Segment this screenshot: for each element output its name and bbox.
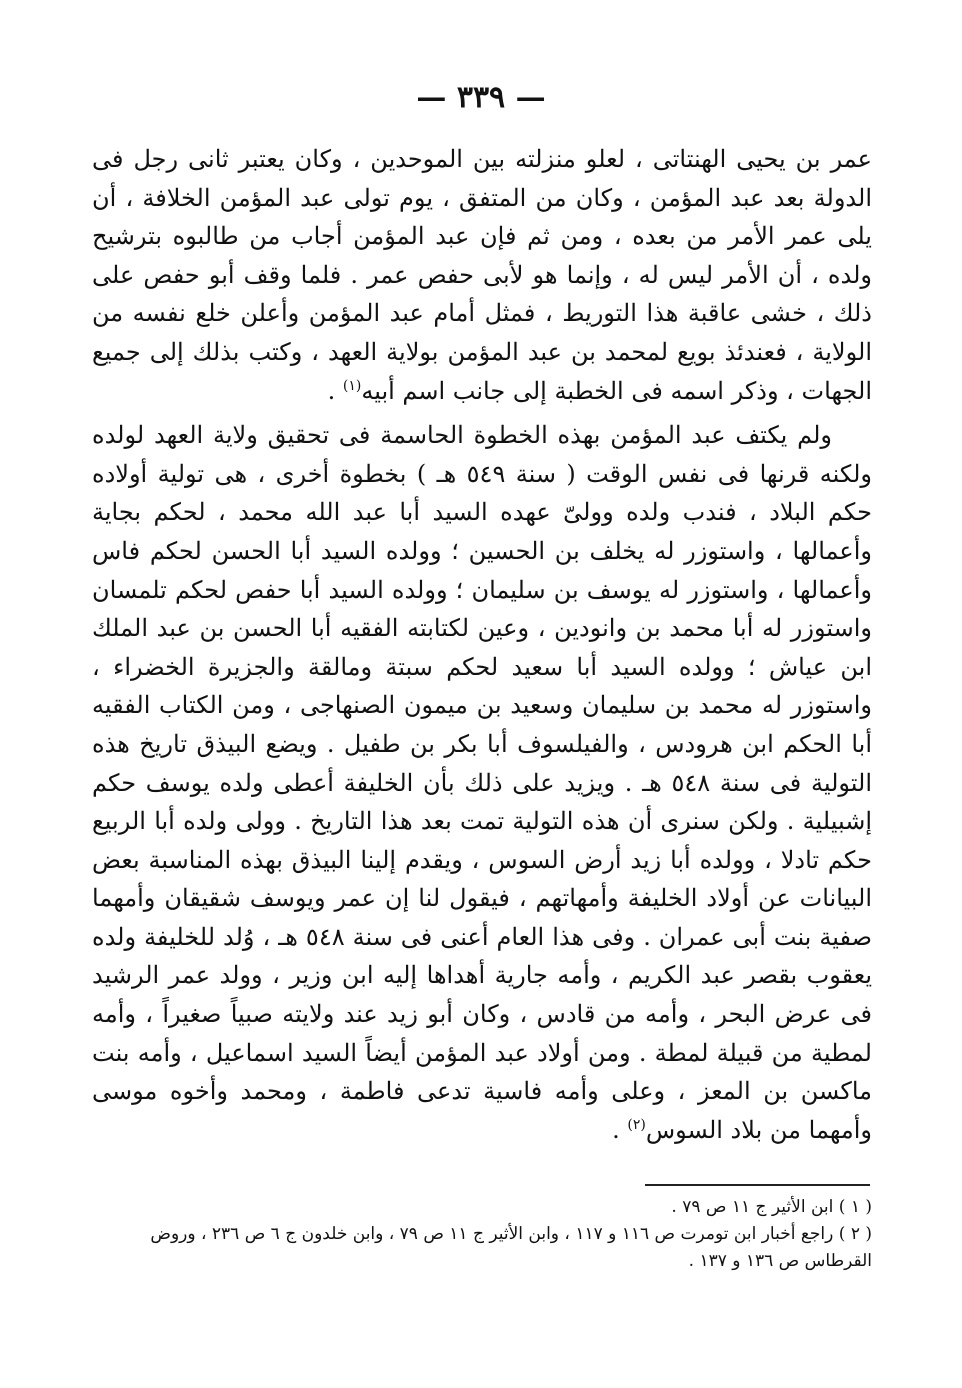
- paragraph-2-end: .: [612, 1115, 628, 1144]
- page-number: — ٣٣٩ —: [416, 80, 546, 115]
- paragraph-1-text: عمر بن يحيى الهنتاتى ، لعلو منزلته بين الموحدين ، وكان يعتبر ثانى رجل فى الدولة بعد عبد المؤمن ، وكان من المتفق ، يوم تولى عبد المؤمن الخلافة ، أن يلى عمر الأمر من بعده ، ومن ثم فإن عبد المؤمن أجاب من طالبوه بترشيح ولده ، أن الأمر ليس له ، وإنما هو لأبى حفص عمر . فلما وقف أبو حفص على ذلك ، خشى عاقبة هذا التوريط ، فمثل أمام عبد المؤمن وأعلن خلع نفسه من الولاية ، فعندئذ بويع لمحمد بن عبد المؤمن بولاية العهد ، وكتب بذلك إلى جميع الجهات ، وذكر اسمه فى الخطبة إلى جانب اسم أبيه: [92, 145, 873, 405]
- paragraph-1-end: .: [327, 376, 343, 405]
- footnote-2: ( ٢ ) راجع أخبار ابن تومرت ص ١١٦ و ١١٧ ، وابن الأثير ج ١١ ص ٧٩ ، وابن خلدون ج ٦ ص ٢٣٦ ، وروض القرطاس ص ١٣٦ و ١٣٧ .: [150, 1224, 872, 1271]
- footnote-ref-2: (٢): [627, 1116, 646, 1133]
- footnote-1: ( ١ ) ابن الأثير ج ١١ ص ٧٩ .: [671, 1197, 872, 1217]
- paragraph-1: [92, 140, 872, 410]
- paragraph-2: [92, 416, 872, 1149]
- footnotes: [92, 1194, 872, 1275]
- paragraph-2-text: ولم يكتف عبد المؤمن بهذه الخطوة الحاسمة فى تحقيق ولاية العهد لولده ولكنه قرنها فى نفس الوقت ( سنة ٥٤٩ هـ ) بخطوة أخرى ، هى تولية أولاده حكم البلاد ، فندب ولده وولىّ عهده السيد أبا عبد الله محمد ، لحكم بجاية وأعمالها ، واستوزر له يخلف بن الحسين ؛ وولده السيد أبا الحسن لحكم فاس وأعمالها ، واستوزر له يوسف بن سليمان ؛ وولده السيد أبا حفص لحكم تلمسان واستوزر له أبا محمد بن وانودين ، وعين لكتابته الفقيه أبا الحسن بن عبد الملك ابن عياش ؛ وولده السيد أبا سعيد لحكم سبتة ومالقة والجزيرة الخضراء ، واستوزر له محمد بن سليمان وسعيد بن ميمون الصنهاجى ، ومن الكتاب الفقيه أبا الحكم ابن هرودس ، والفيلسوف أبا بكر بن طفيل . ويضع البيذق تاريخ هذه التولية فى سنة ٥٤٨ هـ . ويزيد على ذلك بأن الخليفة أعطى ولده يوسف حكم إشبيلية . ولكن سنرى أن هذه التولية تمت بعد هذا التاريخ . وولى ولده أبا الربيع حكم تادلا ، وولده أبا زيد أرض السوس ، ويقدم إلينا البيذق بهذه المناسبة بعض البيانات عن أولاد الخليفة وأمهاتهم ، فيقول لنا إن عمر ويوسف شقيقان وأمهما صفية بنت أبى عمران . وفى هذا العام أعنى فى سنة ٥٤٨ هـ ، وُلد للخليفة ولده يعقوب بقصر عبد الكريم ، وأمه جارية أهداها إليه ابن وزير ، وولد عمر الرشيد فى عرض البحر ، وأمه من قادس ، وكان أبو زيد عند ولايته صبياً صغيراً ، وأمه لمطية من قبيلة لمطة . ومن أولاد عبد المؤمن أيضاً السيد اسماعيل ، وأمه بنت ماكسن بن المعز ، وعلى وأمه فاسية تدعى فاطمة ، ومحمد وأخوه موسى وأمهما من بلاد السوس: [92, 421, 873, 1144]
- body-text: [92, 140, 872, 1149]
- footnote-ref-1: (١): [342, 377, 362, 394]
- footnote-separator: [645, 1184, 870, 1186]
